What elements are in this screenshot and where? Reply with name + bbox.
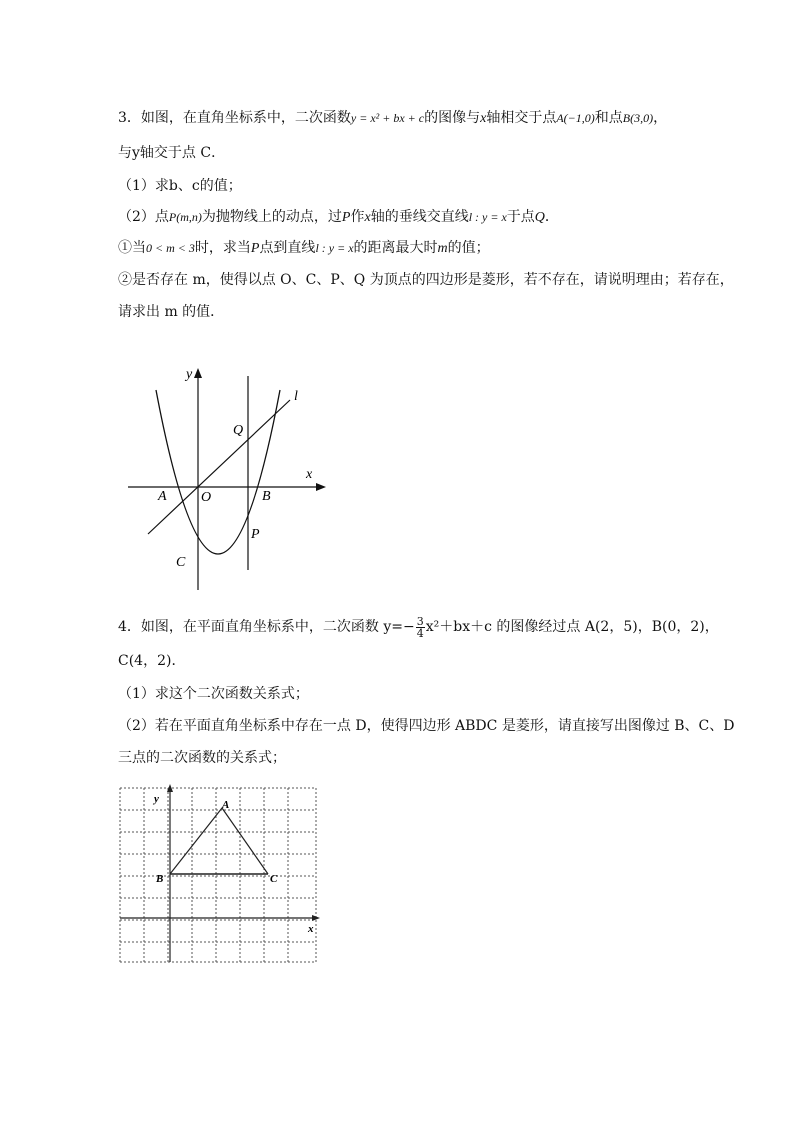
q3-label-p: P: [251, 527, 260, 542]
q4-segment-ac: [222, 808, 268, 874]
q3-label-x: x: [306, 467, 313, 482]
q3-label-b: B: [262, 489, 271, 504]
q3-parabola: [156, 390, 280, 554]
q3-intro-a: 3．如图，在直角坐标系中，二次函数: [118, 110, 351, 126]
q3-intro-c: 轴相交于点: [486, 110, 557, 126]
q3-part2-e: 于点: [506, 209, 535, 225]
q3-label-a: A: [158, 489, 167, 504]
q3-point-a: A(−1,0): [556, 111, 595, 125]
q3-line-l-graph: [148, 400, 290, 534]
q3-sub1-c: 点到直线: [259, 240, 316, 256]
q4-label-c: C: [270, 873, 278, 885]
q4-grid: [120, 788, 316, 962]
q3-line-1: [118, 108, 667, 129]
q4-line-2: C(4，2)．: [118, 653, 186, 669]
q3-sub1-p: P: [250, 241, 260, 256]
q3-sub1-line: l : y = x: [315, 241, 354, 255]
q4-label-a: A: [222, 799, 230, 811]
q4-line-1: [118, 614, 719, 640]
q3-part2-b: 为抛物线上的动点，过: [201, 209, 342, 225]
q3-sub2-line-2: 请求出 m 的值．: [118, 304, 225, 320]
q3-sub1-b: 时，求当: [194, 240, 251, 256]
q4-intro-a: 4．如图，在平面直角坐标系中，二次函数 y=−: [118, 619, 415, 635]
q4-part1: （1）求这个二次函数关系式；: [118, 686, 309, 702]
q3-label-c: C: [176, 555, 186, 570]
q3-label-l: l: [294, 389, 298, 404]
q4-frac-den: 4: [416, 626, 424, 640]
q3-y-axis-arrow: [194, 368, 202, 378]
q3-intro-d: 和点: [594, 110, 623, 126]
q3-label-y: y: [186, 367, 193, 382]
q3-label-o: O: [201, 490, 212, 505]
q3-line-l: l : y = x: [468, 210, 507, 224]
q3-part1: （1）求b、c的值；: [118, 178, 242, 194]
q4-part2-line-1: （2）若在平面直角坐标系中存在一点 D，使得四边形 ABDC 是菱形，请直接写出图像过 B、C、D: [118, 718, 735, 734]
q4-part2-line-2: 三点的二次函数的关系式；: [118, 750, 286, 766]
q3-sub1-e: 的值；: [447, 240, 490, 256]
q3-part2: [118, 207, 559, 228]
q3-figure: [118, 358, 338, 598]
q4-fraction: [416, 616, 425, 639]
q3-sub1: [118, 238, 490, 259]
q3-sub1-a: ①当: [118, 240, 146, 256]
q3-part2-p: P: [341, 210, 351, 225]
q4-segment-ba: [170, 808, 222, 874]
q4-frac-num: 3: [416, 614, 424, 628]
q3-part2-x: x: [364, 210, 371, 225]
q3-sub1-range: 0 < m < 3: [146, 241, 195, 255]
q4-label-x: x: [308, 923, 314, 935]
q4-figure: [118, 784, 322, 966]
q3-intro-b: 的图像与: [424, 110, 481, 126]
q3-part2-c: 作: [350, 209, 365, 225]
q3-point-p: P(m,n): [168, 210, 202, 224]
q3-intro-e: ，: [653, 110, 668, 126]
q3-part2-d: 轴的垂线交直线: [370, 209, 469, 225]
q3-function: y = x² + bx + c: [350, 111, 425, 125]
q4-label-y: y: [154, 793, 159, 805]
q3-sub1-m: m: [437, 241, 448, 256]
q3-part2-f: ．: [544, 209, 559, 225]
q4-intro-b: x²＋bx＋c 的图像经过点 A(2，5)，B(0，2)，: [425, 619, 719, 635]
q3-point-b: B(3,0): [622, 111, 654, 125]
q3-label-q: Q: [233, 423, 244, 438]
q3-line-2: 与y轴交于点 C．: [118, 145, 226, 161]
q3-part2-a: （2）点: [118, 209, 169, 225]
q3-part2-q: Q: [534, 210, 545, 225]
q4-label-b: B: [156, 873, 164, 885]
q3-sub2-line-1: ②是否存在 m，使得以点 O、C、P、Q 为顶点的四边形是菱形，若不存在，请说明理由；若存在，: [118, 272, 734, 288]
q3-sub1-d: 的距离最大时: [353, 240, 438, 256]
q3-x-axis-arrow: [316, 483, 326, 491]
q3-x-axis: x: [480, 111, 487, 126]
